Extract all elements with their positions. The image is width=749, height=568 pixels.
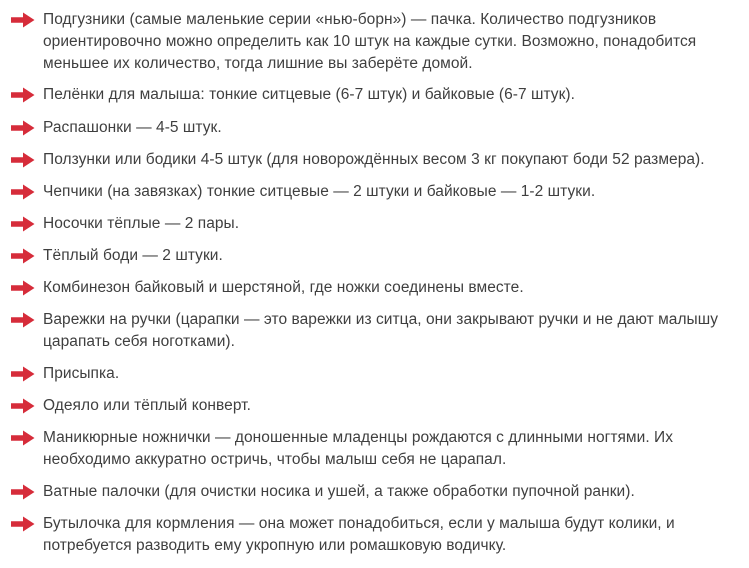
arrow-right-icon — [10, 279, 36, 297]
text-line: Подгузники (самые маленькие серии «нью-борн») — пачка. Количество подгузников — [43, 11, 657, 28]
list-item-text — [43, 149, 743, 171]
list-item-text — [43, 213, 743, 235]
list-item-text — [43, 363, 743, 385]
arrow-right-icon — [10, 397, 36, 415]
text-line: Ватные палочки (для очистки носика и ушей, а также обработки пупочной ранки). — [43, 483, 635, 500]
text-line: Распашонки — 4-5 штук. — [43, 119, 222, 136]
list-item-text — [43, 513, 743, 557]
arrow-right-icon — [10, 365, 36, 383]
arrow-right-icon — [10, 483, 36, 501]
text-line: необходимо аккуратно остричь, чтобы малыш себя не царапал. — [43, 451, 507, 468]
text-line: меньшее их количество, тогда лишние вы заберёте домой. — [43, 55, 473, 72]
text-line: ориентировочно можно определить как 10 штук на каждые сутки. Возможно, понадобится — [43, 33, 697, 50]
text-line: Тёплый боди — 2 штуки. — [43, 247, 223, 264]
list-item-text — [43, 245, 743, 267]
text-line: Одеяло или тёплый конверт. — [43, 397, 251, 414]
arrow-right-icon — [10, 215, 36, 233]
arrow-right-icon — [10, 247, 36, 265]
arrow-right-icon — [10, 151, 36, 169]
arrow-right-icon — [10, 311, 36, 329]
list-item-text — [43, 84, 743, 106]
text-line: Бутылочка для кормления — она может понадобиться, если у малыша будут колики, и — [43, 515, 675, 532]
text-line: Чепчики (на завязках) тонкие ситцевые — 2 штуки и байковые — 1-2 штуки. — [43, 183, 596, 200]
list-item-text — [43, 181, 743, 203]
text-line: Пелёнки для малыша: тонкие ситцевые (6-7 штук) и байковые (6-7 штук). — [43, 86, 575, 103]
list-item-text — [43, 277, 743, 299]
arrow-right-icon — [10, 429, 36, 447]
text-line: Ползунки или бодики 4-5 штук (для новорождённых весом 3 кг покупают боди 52 размера). — [43, 151, 705, 168]
list-item-text — [43, 9, 743, 75]
list-item-text — [43, 427, 743, 471]
text-line: Варежки на ручки (царапки — это варежки из ситца, они закрывают ручки и не дают малышу — [43, 311, 719, 328]
text-line: Маникюрные ножнички — доношенные младенцы рождаются с длинными ногтями. Их — [43, 429, 674, 446]
list-item-text — [43, 395, 743, 417]
text-line: Комбинезон байковый и шерстяной, где ножки соединены вместе. — [43, 279, 524, 296]
list-item-text — [43, 117, 743, 139]
text-line: Присыпка. — [43, 365, 120, 382]
text-line: Носочки тёплые — 2 пары. — [43, 215, 240, 232]
list-item-text — [43, 481, 743, 503]
arrow-right-icon — [10, 515, 36, 533]
text-line: потребуется разводить ему укропную или ромашковую водичку. — [43, 537, 507, 554]
arrow-right-icon — [10, 183, 36, 201]
arrow-right-icon — [10, 86, 36, 104]
text-line: царапать себя ноготками). — [43, 333, 235, 350]
list-item-text — [43, 309, 743, 353]
arrow-right-icon — [10, 11, 36, 29]
arrow-right-icon — [10, 119, 36, 137]
